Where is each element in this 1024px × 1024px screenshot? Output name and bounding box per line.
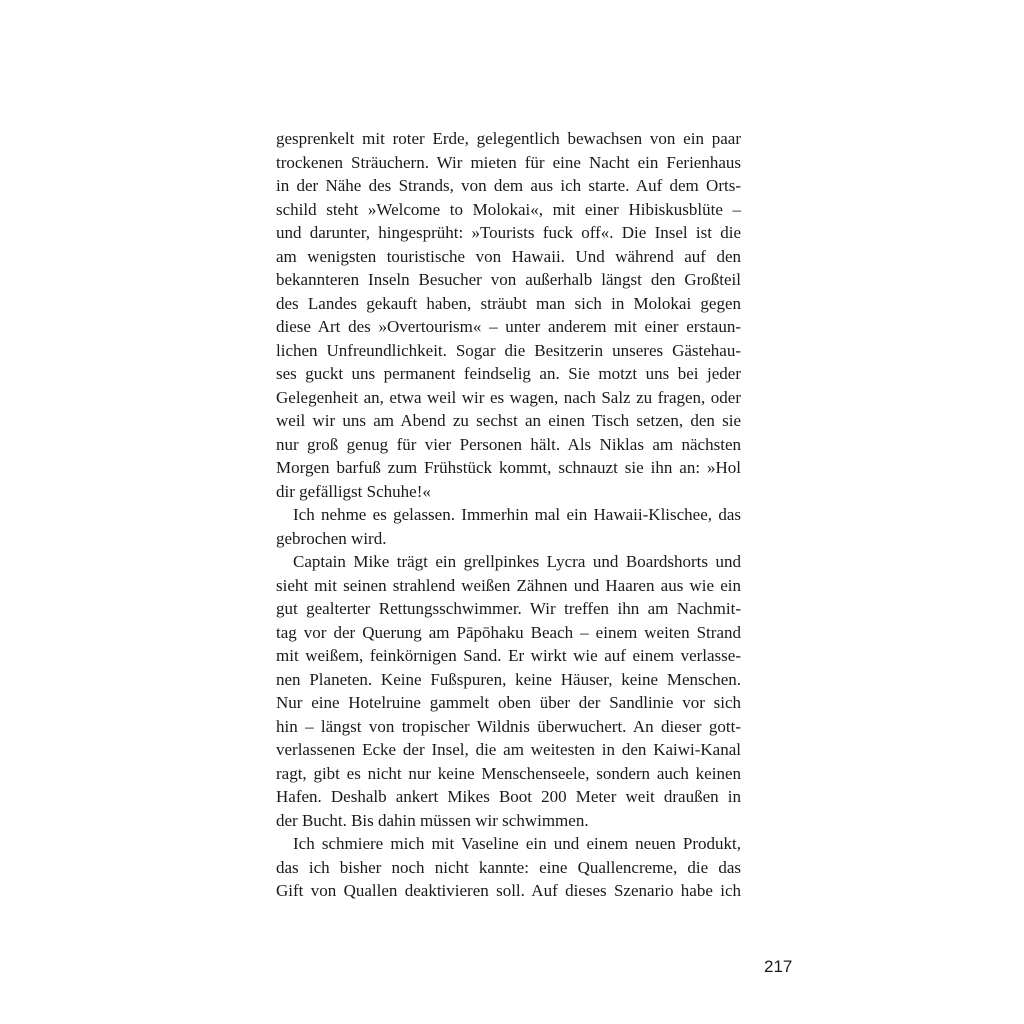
text-line: lichen Unfreundlichkeit. Sogar die Besitzerin unseres Gästehau- — [276, 340, 741, 360]
paragraph — [276, 127, 741, 503]
text-line: Hafen. Deshalb ankert Mikes Boot 200 Meter weit draußen in — [276, 787, 741, 806]
text-line: bekannteren Inseln Besucher von außerhalb längst den Großteil — [276, 270, 741, 289]
paragraph — [276, 503, 741, 550]
text-line: Nur eine Hotelruine gammelt oben über der Sandlinie vor sich — [276, 693, 741, 712]
page-number: 217 — [764, 957, 793, 976]
text-line: nen Planeten. Keine Fußspuren, keine Häuser, keine Menschen. — [276, 669, 741, 689]
text-line: weil wir uns am Abend zu sechst an einen Tisch setzen, den sie — [276, 411, 741, 430]
text-line: der Bucht. Bis dahin müssen wir schwimmen. — [276, 810, 589, 830]
text-line: diese Art des »Overtourism« – unter anderem mit einer erstaun- — [276, 317, 741, 336]
text-line: Ich nehme es gelassen. Immerhin mal ein Hawaii-Klischee, das — [293, 505, 741, 524]
text-line: trockenen Sträuchern. Wir mieten für eine Nacht ein Ferienhaus — [276, 152, 741, 172]
text-line: Ich schmiere mich mit Vaseline ein und einem neuen Produkt, — [293, 834, 741, 853]
body-text — [276, 127, 741, 903]
text-line: ragt, gibt es nicht nur keine Menschenseele, sondern auch keinen — [276, 763, 741, 783]
text-line: Captain Mike trägt ein grellpinkes Lycra und Boardshorts und — [293, 552, 741, 571]
text-line: das ich bisher noch nicht kannte: eine Quallencreme, die das — [276, 857, 741, 877]
paragraph — [276, 832, 741, 903]
text-line: gut gealterter Rettungsschwimmer. Wir treffen ihn am Nachmit- — [276, 599, 741, 618]
text-line: des Landes gekauft haben, sträubt man sich in Molokai gegen — [276, 293, 741, 313]
text-line: gebrochen wird. — [276, 528, 387, 548]
text-line: dir gefälligst Schuhe!« — [276, 481, 431, 501]
text-line: am wenigsten touristische von Hawaii. Und während auf den — [276, 246, 741, 266]
text-line: und darunter, hingesprüht: »Tourists fuck off«. Die Insel ist die — [276, 223, 741, 242]
text-line: tag vor der Querung am Pāpōhaku Beach – einem weiten Strand — [276, 622, 741, 642]
text-line: verlassenen Ecke der Insel, die am weitesten in den Kaiwi-Kanal — [276, 740, 741, 759]
text-line: Gelegenheit an, etwa weil wir es wagen, nach Salz zu fragen, oder — [276, 387, 741, 407]
text-line: in der Nähe des Strands, von dem aus ich starte. Auf dem Orts- — [276, 176, 741, 195]
text-line: hin – längst von tropischer Wildnis überwuchert. An dieser gott- — [276, 716, 741, 736]
text-line: mit weißem, feinkörnigen Sand. Er wirkt wie auf einem verlasse- — [276, 646, 741, 665]
text-line: nur groß genug für vier Personen hält. Als Niklas am nächsten — [276, 434, 741, 454]
text-line: Morgen barfuß zum Frühstück kommt, schnauzt sie ihn an: »Hol — [276, 458, 741, 477]
text-line: gesprenkelt mit roter Erde, gelegentlich bewachsen von ein paar — [276, 129, 741, 148]
text-line: ses guckt uns permanent feindselig an. Sie motzt uns bei jeder — [276, 364, 741, 383]
text-line: schild steht »Welcome to Molokai«, mit einer Hibiskusblüte – — [276, 199, 741, 219]
text-line: Gift von Quallen deaktivieren soll. Auf dieses Szenario habe ich — [276, 881, 741, 900]
text-line: sieht mit seinen strahlend weißen Zähnen und Haaren aus wie ein — [276, 575, 741, 595]
paragraph — [276, 550, 741, 832]
